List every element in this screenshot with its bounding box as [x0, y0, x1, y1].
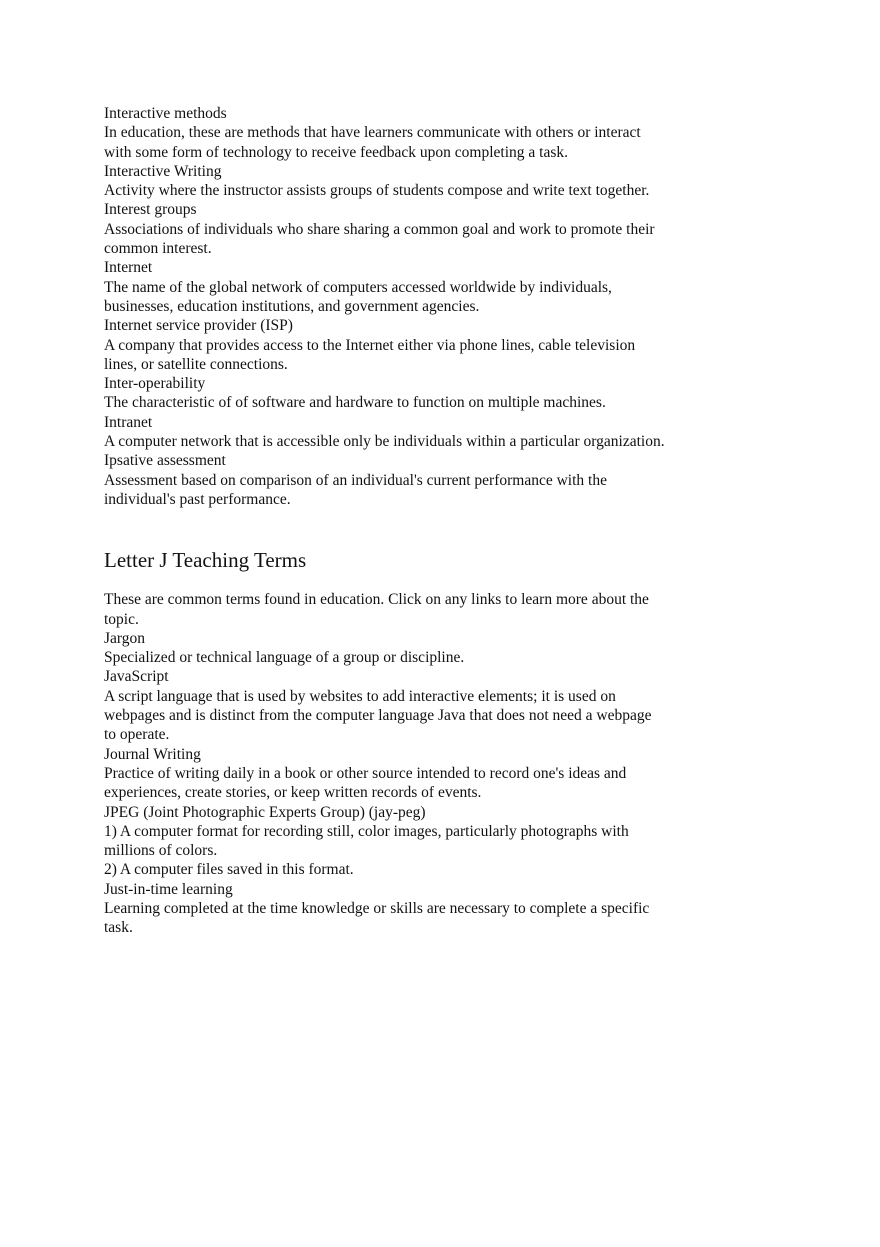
term-interest-groups: Interest groups	[104, 201, 197, 219]
definition-line: A script language that is used by websites to add interactive elements; it is used on	[104, 687, 616, 705]
term-inter-operability: Inter-operability	[104, 375, 206, 393]
definition-line: The name of the global network of computers accessed worldwide by individuals,	[104, 278, 612, 296]
definition-line: millions of colors.	[104, 842, 218, 860]
definition-line: In education, these are methods that have learners communicate with others or interact	[104, 124, 641, 142]
term-intranet: Intranet	[104, 413, 153, 431]
definition-line: Practice of writing daily in a book or other source intended to record one's ideas and	[104, 764, 627, 782]
glossary-section-i	[104, 104, 724, 509]
definition-line: common interest.	[104, 240, 212, 258]
definition-line: Activity where the instructor assists groups of students compose and write text together.	[104, 182, 650, 200]
term-jargon: Jargon	[104, 629, 146, 647]
document-page	[104, 104, 724, 938]
section-intro-line: These are common terms found in education. Click on any links to learn more about the	[104, 591, 649, 609]
definition-line: 2) A computer files saved in this format.	[104, 861, 354, 879]
section-heading-letter-j: Letter J Teaching Terms	[104, 548, 307, 573]
definition-line: 1) A computer format for recording still, color images, particularly photographs with	[104, 822, 629, 840]
term-internet-service-provider: Internet service provider (ISP)	[104, 317, 293, 335]
definition-line: A computer network that is accessible only be individuals within a particular organization.	[104, 433, 665, 451]
term-internet: Internet	[104, 259, 153, 277]
definition-line: Assessment based on comparison of an individual's current performance with the	[104, 471, 607, 489]
definition-line: with some form of technology to receive feedback upon completing a task.	[104, 143, 568, 161]
term-interactive-writing: Interactive Writing	[104, 162, 222, 180]
definition-line: businesses, education institutions, and government agencies.	[104, 297, 480, 315]
definition-line: task.	[104, 919, 133, 937]
definition-line: webpages and is distinct from the computer language Java that does not need a webpage	[104, 707, 652, 725]
definition-line: Specialized or technical language of a group or discipline.	[104, 649, 465, 667]
term-ipsative-assessment: Ipsative assessment	[104, 452, 226, 470]
definition-line: to operate.	[104, 726, 170, 744]
definition-line: individual's past performance.	[104, 490, 291, 508]
glossary-section-j	[104, 590, 724, 937]
term-jpeg: JPEG (Joint Photographic Experts Group) (jay-peg)	[104, 803, 426, 821]
definition-line: experiences, create stories, or keep written records of events.	[104, 784, 482, 802]
term-interactive-methods: Interactive methods	[104, 105, 227, 122]
term-journal-writing: Journal Writing	[104, 745, 201, 763]
section-intro-line: topic.	[104, 610, 139, 628]
term-javascript: JavaScript	[104, 668, 169, 686]
definition-line: Learning completed at the time knowledge or skills are necessary to complete a specific	[104, 899, 650, 917]
definition-line: A company that provides access to the Internet either via phone lines, cable television	[104, 336, 636, 354]
term-just-in-time-learning: Just-in-time learning	[104, 880, 233, 898]
definition-line: lines, or satellite connections.	[104, 355, 288, 373]
definition-line: Associations of individuals who share sharing a common goal and work to promote their	[104, 220, 655, 238]
definition-line: The characteristic of of software and hardware to function on multiple machines.	[104, 394, 606, 412]
